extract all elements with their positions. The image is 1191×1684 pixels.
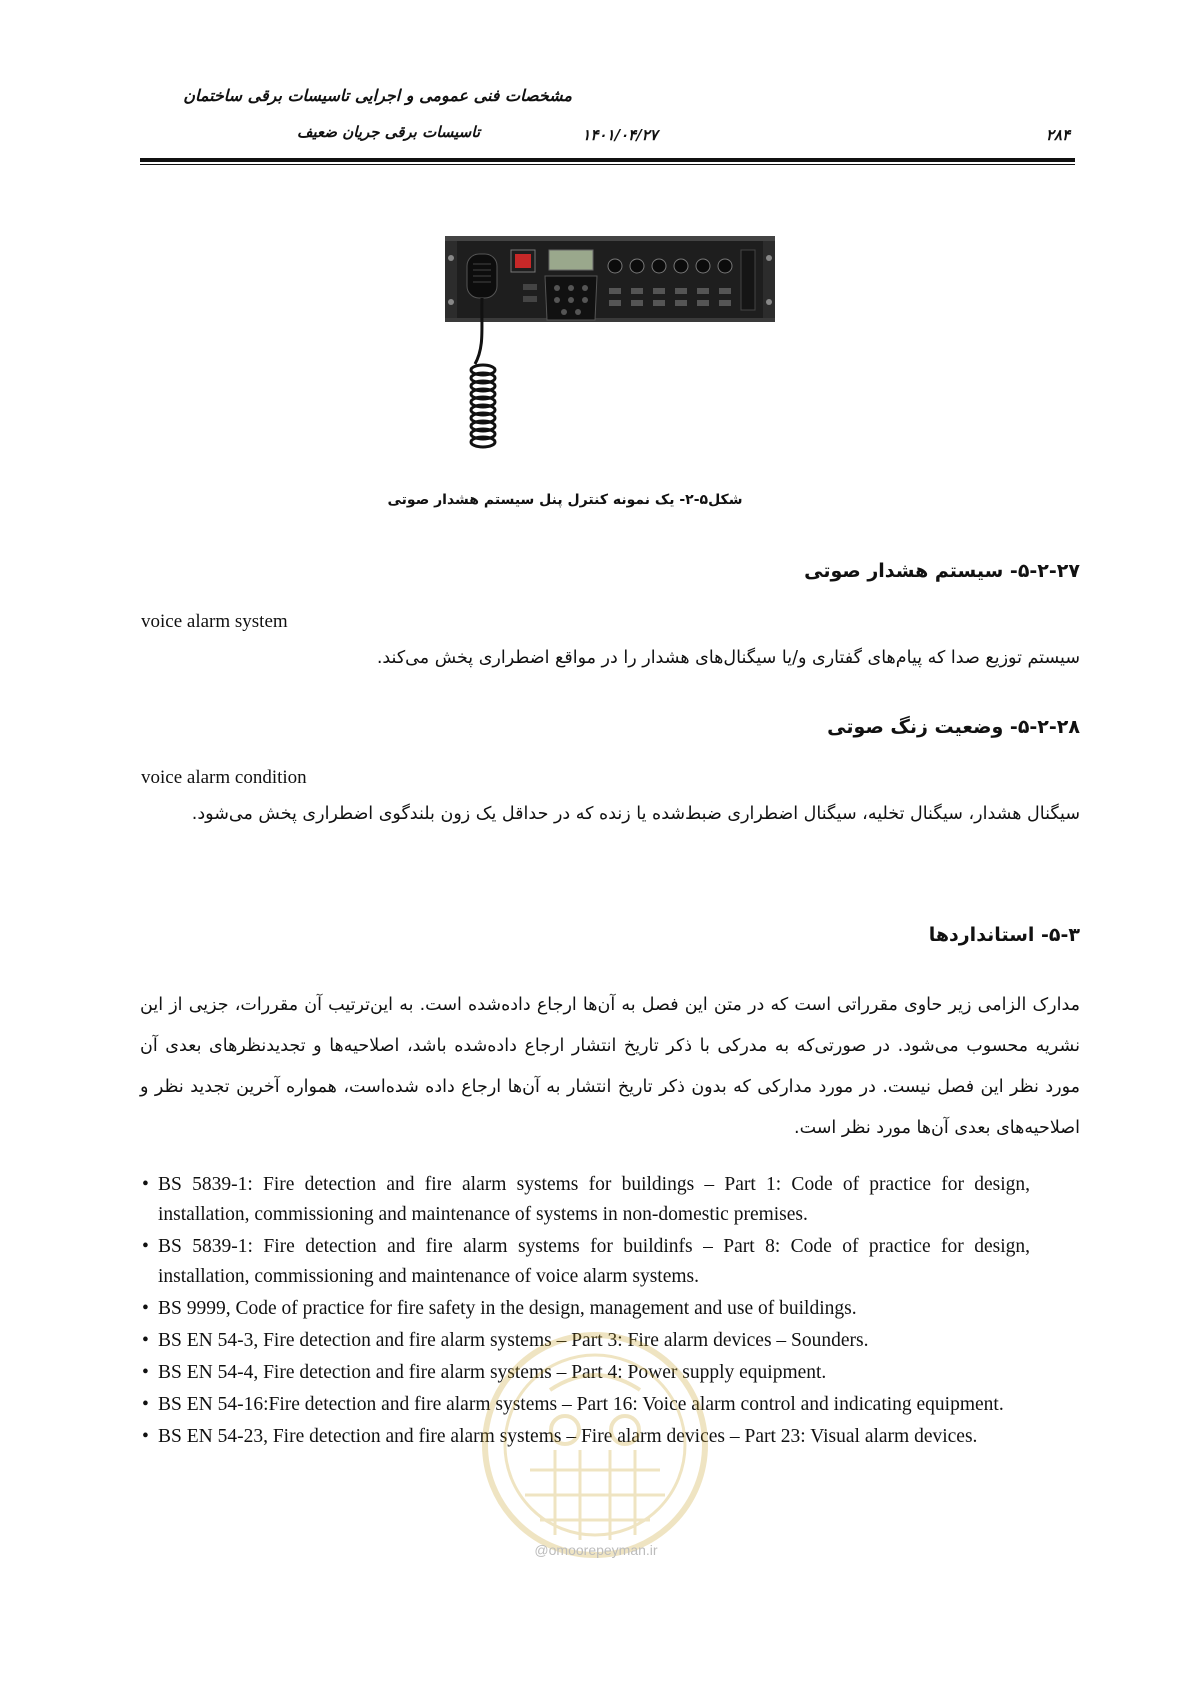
bullet-marker: • xyxy=(142,1236,149,1257)
reference-text: BS 5839-1: Fire detection and fire alarm systems for buildinfs – Part 8: Code of practice for design, installation, commissioning and maintenance of voice alarm systems. xyxy=(158,1236,1030,1287)
reference-text: BS 9999, Code of practice for fire safety in the design, management and use of buildings. xyxy=(158,1298,857,1319)
running-header-subtitle: تاسیسات برقی جریان ضعیف xyxy=(296,123,480,141)
omoorepeyman-logo-watermark xyxy=(470,1320,720,1570)
section-heading-5-3-standards: ۵-۳- استانداردها xyxy=(928,924,1080,946)
page-number: ۲۸۴ xyxy=(1045,126,1070,144)
figure-caption: شکل۵-۲- یک نمونه کنترل پنل سیستم هشدار صوتی xyxy=(387,492,743,508)
section-heading-5-2-28: ۵-۲-۲۸- وضعیت زنگ صوتی xyxy=(827,716,1080,738)
reference-text: BS EN 54-3, Fire detection and fire alarm systems – Part 3: Fire alarm devices – Sounders. xyxy=(158,1330,869,1351)
bullet-marker: • xyxy=(142,1362,149,1383)
reference-text: BS EN 54-23, Fire detection and fire alarm systems – Fire alarm devices – Part 23: Visual alarm devices. xyxy=(158,1426,978,1447)
bullet-marker: • xyxy=(142,1394,149,1415)
standards-intro-paragraph: مدارک الزامی زیر حاوی مقرراتی است که در متن این فصل به آن‌ها ارجاع داده‌شده است. به این‌ترتیب آن مقررات، جزیی از این نشریه محسوب می‌شود. در صورتی‌که به مدرکی با ذکر تاریخ انتشار ارجاع داده‌شده باشد، اصلاحیه‌ها و تجدیدنظرهای بعدی آن مورد نظر این فصل نیست. در مورد مدارکی که بدون ذکر تاریخ انتشار به آن‌ها ارجاع داده شده‌است، همواره آخرین تجدید نظر و اصلاحیه‌های بعدی آن‌ها مورد نظر است. xyxy=(140,995,1080,1138)
reference-item xyxy=(140,1232,1030,1292)
header-rule-thick xyxy=(140,158,1075,162)
reference-text: BS EN 54-4, Fire detection and fire alarm systems – Part 4: Power supply equipment. xyxy=(158,1362,827,1383)
watermark-text: @omoorepeyman.ir xyxy=(534,1542,658,1558)
section-heading-5-2-27: ۵-۲-۲۷- سیستم هشدار صوتی xyxy=(804,560,1080,582)
voice-alarm-control-panel-image xyxy=(445,236,775,456)
running-header-title: مشخصات فنی عمومی و اجرایی تاسیسات برقی ساختمان xyxy=(183,86,572,105)
definition-voice-alarm-system: سیستم توزیع صدا که پیام‌های گفتاری و/یا سیگنال‌های هشدار را در مواقع اضطراری پخش می‌کند. xyxy=(376,648,1080,668)
bullet-marker: • xyxy=(142,1426,149,1447)
bullet-marker: • xyxy=(142,1174,149,1195)
bullet-marker: • xyxy=(142,1298,149,1319)
english-term-voice-alarm-system: voice alarm system xyxy=(141,611,288,632)
reference-text: BS 5839-1: Fire detection and fire alarm systems for buildings – Part 1: Code of practice for design, installation, commissioning and maintenance of systems in non-domestic premises. xyxy=(158,1174,1030,1225)
english-term-voice-alarm-condition: voice alarm condition xyxy=(141,767,307,788)
reference-text: BS EN 54-16:Fire detection and fire alarm systems – Part 16: Voice alarm control and indicating equipment. xyxy=(158,1394,1004,1415)
running-header-date: ۱۴۰۱/۰۴/۲۷ xyxy=(582,126,658,144)
definition-voice-alarm-condition: سیگنال هشدار، سیگنال تخلیه، سیگنال اضطراری ضبط‌شده یا زنده که در حداقل یک زون بلندگوی اضطراری پخش می‌شود. xyxy=(191,804,1080,824)
bullet-marker: • xyxy=(142,1330,149,1351)
header-rule-thin xyxy=(140,164,1075,165)
reference-item xyxy=(140,1170,1030,1230)
